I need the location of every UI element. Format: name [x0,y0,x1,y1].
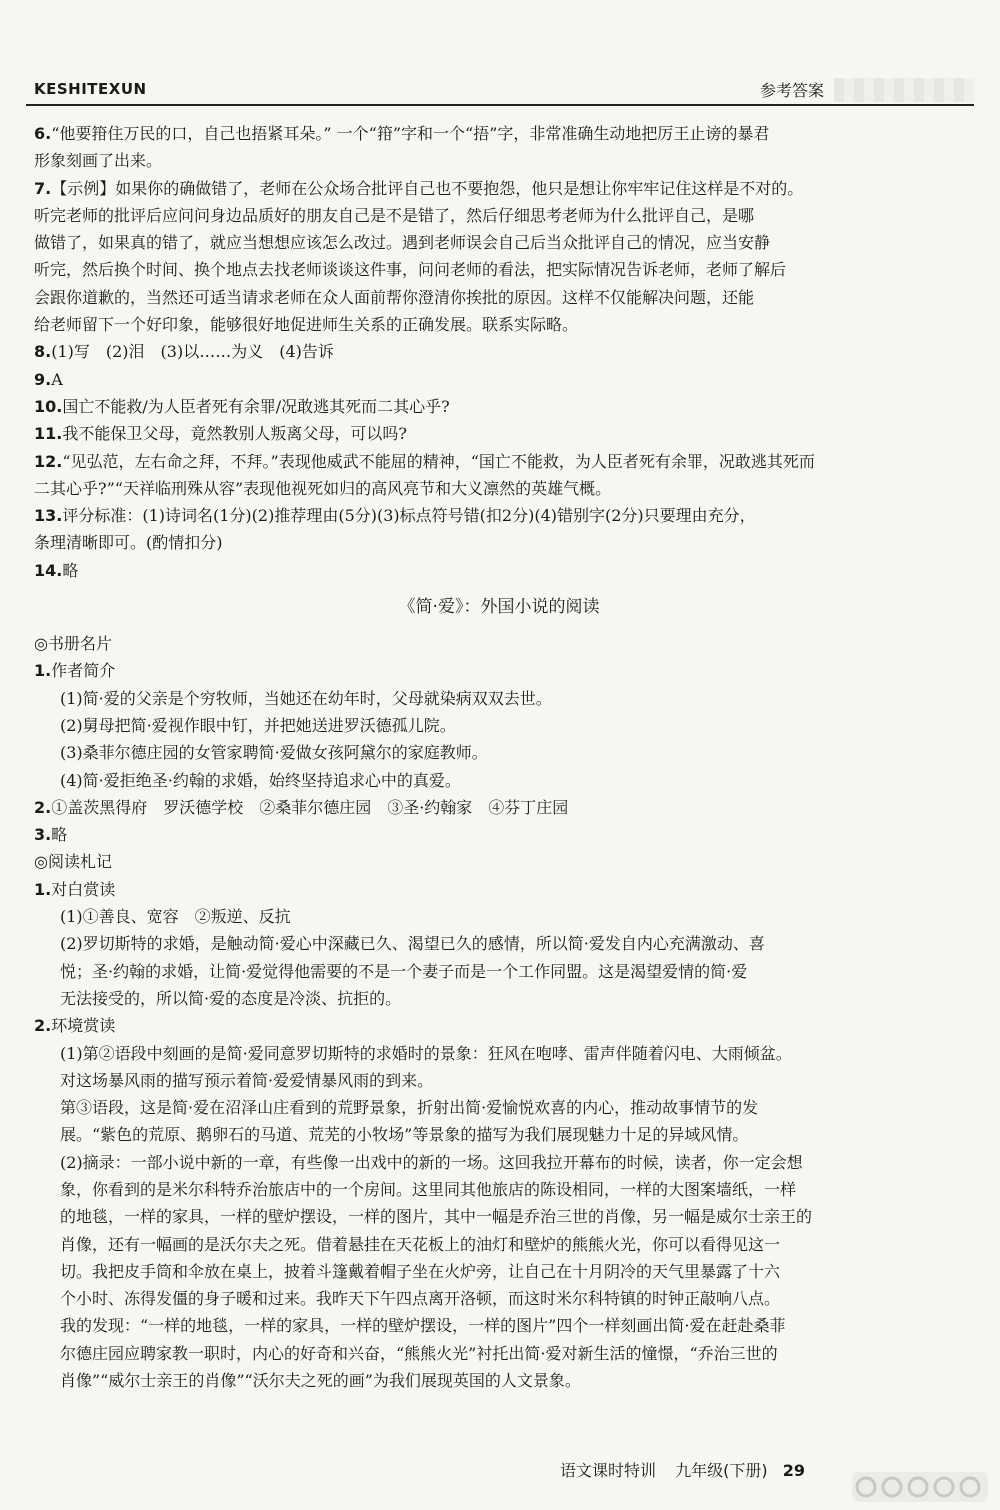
answer-line [34,502,964,529]
line-text: 的地毯，一样的家具，一样的壁炉摆设，一样的图片，其中一幅是乔治三世的肖像，另一幅是威尔士亲王的 [60,1207,813,1227]
section-title: 《简·爱》：外国小说的阅读 [398,597,600,618]
line-text: (1)简·爱的父亲是个穷牧师，当她还在幼年时，父母就染病双双去世。 [60,688,552,708]
answers-block-1 [34,120,964,584]
footer-grade: 九年级(下册) [675,1461,768,1480]
jane-eyre-line [34,630,964,657]
item-number: 9. [34,369,52,389]
jane-eyre-line [34,1067,964,1094]
line-text: 做错了，如果真的错了，就应当想想应该怎么改过。遇到老师误会自己后当众批评自己的情况，应当安静 [34,233,771,253]
header-stripe-decoration [834,78,974,102]
item-number: 13. [34,506,63,526]
watermark-logo-icon [850,1468,990,1506]
line-text: 略 [62,560,79,580]
line-text: 听完老师的批评后应问问身边品质好的朋友自己是不是错了，然后仔细思考老师为什么批评自己，是哪 [34,205,755,225]
line-text: 肖像，还有一幅画的是沃尔夫之死。借着悬挂在天花板上的油灯和壁炉的熊熊火光，你可以看得见这一 [60,1234,781,1254]
line-text: 肖像”“威尔士亲王的肖像”“沃尔夫之死的画”为我们展现英国的人文景象。 [60,1371,581,1391]
jane-eyre-line [34,958,964,985]
line-text: (2)罗切斯特的求婚，是触动简·爱心中深藏已久、渴望已久的感情，所以简·爱发自内心充满激动、喜 [60,934,765,954]
item-number: 2. [34,1016,52,1036]
page-number: 29 [782,1461,805,1480]
item-number: 14. [34,560,63,580]
answer-line [34,448,964,475]
answer-line [34,175,964,202]
answer-line [34,475,964,502]
line-text: 国亡不能救/为人臣者死有余罪/况敢逃其死而二其心乎? [62,396,450,416]
answer-line [34,557,964,584]
line-text: 对这场暴风雨的描写预示着简·爱爱情暴风雨的到来。 [60,1070,434,1090]
jane-eyre-line [34,1312,964,1339]
line-text: (3)桑菲尔德庄园的女管家聘简·爱做女孩阿黛尔的家庭教师。 [60,743,488,763]
jane-eyre-line [34,1340,964,1367]
line-text: (1)①善良、宽容 ②叛逆、反抗 [60,907,291,927]
jane-eyre-line [34,739,964,766]
jane-eyre-line [34,685,964,712]
line-text: ◎书册名片 [34,634,112,654]
jane-eyre-line [34,876,964,903]
jane-eyre-line [34,848,964,875]
line-text: 形象刻画了出来。 [34,151,163,171]
jane-eyre-line [34,985,964,1012]
item-number: 1. [34,879,52,899]
line-text: “见弘范，左右命之拜，不拜。”表现他威武不能屈的精神，“国亡不能救，为人臣者死有余罪，况敢逃其死而 [62,451,815,471]
jane-eyre-line [34,657,964,684]
answer-content [34,120,964,1394]
answer-line [34,147,964,174]
item-number: 3. [34,825,52,845]
brand-label: KESHITEXUN [34,80,147,98]
line-text: ①盖茨黑得府 罗沃德学校 ②桑菲尔德庄园 ③圣·约翰家 ④芬丁庄园 [51,797,569,817]
jane-eyre-line [34,1367,964,1394]
answer-line [34,120,964,147]
jane-eyre-line [34,930,964,957]
answers-block-2 [34,630,964,1394]
jane-eyre-line [34,1040,964,1067]
jane-eyre-line [34,1094,964,1121]
line-text: 第③语段，这是简·爱在沼泽山庄看到的荒野景象，折射出简·爱愉悦欢喜的内心，推动故事情节的发 [60,1098,759,1118]
item-number: 12. [34,451,63,471]
item-number: 10. [34,396,63,416]
line-text: 会跟你道歉的，当然还可适当请求老师在众人面前帮你澄清你挨批的原因。这样不仅能解决问题，还能 [34,287,755,307]
line-text: 【示例】如果你的确做错了，老师在公众场合批评自己也不要抱怨，他只是想让你牢牢记住这样是不对的。 [51,178,804,198]
jane-eyre-line [34,1285,964,1312]
line-text: 切。我把皮手筒和伞放在桌上，披着斗篷戴着帽子坐在火炉旁，让自己在十月阴冷的天气里暴露了十六 [60,1261,781,1281]
line-text: 尔德庄园应聘家教一职时，内心的好奇和兴奋，“熊熊火光”衬托出简·爱对新生活的憧憬，“乔治三世的 [60,1343,778,1363]
item-number: 11. [34,424,63,444]
section-tag: 参考答案 [759,81,824,100]
line-text: 听完，然后换个时间、换个地点去找老师谈谈这件事，问问老师的看法，把实际情况告诉老师，老师了解后 [34,260,787,280]
line-text: ◎阅读札记 [34,852,112,872]
line-text: 我的发现：“一样的地毯，一样的家具，一样的壁炉摆设，一样的图片”四个一样刻画出简·爱在赶赴桑菲 [60,1316,786,1336]
line-text: (1)第②语段中刻画的是简·爱同意罗切斯特的求婚时的景象：狂风在咆哮、雷声伴随着闪电、大雨倾盆。 [60,1043,792,1063]
line-text: 我不能保卫父母，竟然教别人叛离父母，可以吗? [62,424,407,444]
jane-eyre-line [34,712,964,739]
answer-line [34,420,964,447]
line-text: (4)简·爱拒绝圣·约翰的求婚，始终坚持追求心中的真爱。 [60,770,461,790]
line-text: A [51,369,63,389]
answer-line [34,311,964,338]
answer-line [34,229,964,256]
footer-book-title: 语文课时特训 [560,1461,657,1480]
line-text: (2)摘录：一部小说中新的一章，有些像一出戏中的新的一场。这回我拉开幕布的时候，读者，你一定会想 [60,1152,803,1172]
line-text: 无法接受的，所以简·爱的态度是冷淡、抗拒的。 [60,988,402,1008]
page-header [26,78,974,106]
line-text: 环境赏读 [51,1016,116,1036]
line-text: 展。“紫色的荒原、鹅卵石的马道、荒芜的小牧场”等景象的描写为我们展现魅力十足的异域风情。 [60,1125,749,1145]
jane-eyre-line [34,1258,964,1285]
line-text: 二其心乎?”“天祥临刑殊从容”表现他视死如归的高风亮节和大义凛然的英雄气概。 [34,478,612,498]
line-text: 略 [51,825,68,845]
jane-eyre-line [34,767,964,794]
answer-line [34,284,964,311]
answer-line [34,202,964,229]
line-text: 评分标准：(1)诗词名(1分)(2)推荐理由(5分)(3)标点符号错(扣2分)(4)错别字(2分)只要理由充分， [62,506,756,526]
item-number: 2. [34,797,52,817]
item-number: 7. [34,178,52,198]
jane-eyre-line [34,1149,964,1176]
answer-line [34,366,964,393]
jane-eyre-line [34,1203,964,1230]
jane-eyre-line [34,903,964,930]
answer-line [34,338,964,365]
answer-line [34,529,964,556]
line-text: 悦；圣·约翰的求婚，让简·爱觉得他需要的不是一个妻子而是一个工作同盟。这是渴望爱情的简·爱 [60,961,748,981]
jane-eyre-line [34,1176,964,1203]
jane-eyre-line [34,1121,964,1148]
jane-eyre-line [34,794,964,821]
item-number: 8. [34,342,52,362]
line-text: 条理清晰即可。(酌情扣分) [34,533,223,553]
page-footer [560,1458,805,1481]
answer-line [34,393,964,420]
line-text: 对白赏读 [51,879,116,899]
jane-eyre-line [34,1012,964,1039]
jane-eyre-line [34,821,964,848]
line-text: (1)写 (2)泪 (3)以……为义 (4)告诉 [51,342,334,362]
line-text: “他要箝住万民的口，自己也捂紧耳朵。” 一个“箝”字和一个“捂”字，非常准确生动地把厉王止谤的暴君 [51,124,770,143]
line-text: 个小时、冻得发僵的身子暖和过来。我昨天下午四点离开洛顿，而这时米尔科特镇的时钟正敲响八点。 [60,1289,781,1309]
answer-line [34,256,964,283]
item-number: 6. [34,124,52,143]
jane-eyre-line [34,1231,964,1258]
line-text: (2)舅母把简·爱视作眼中钉，并把她送进罗沃德孤儿院。 [60,715,456,735]
line-text: 作者简介 [51,661,116,681]
line-text: 象，你看到的是米尔科特乔治旅店中的一个房间。这里同其他旅店的陈设相同，一样的大图案墙纸，一样 [60,1179,797,1199]
item-number: 1. [34,661,52,681]
line-text: 给老师留下一个好印象，能够很好地促进师生关系的正确发展。联系实际略。 [34,315,579,335]
